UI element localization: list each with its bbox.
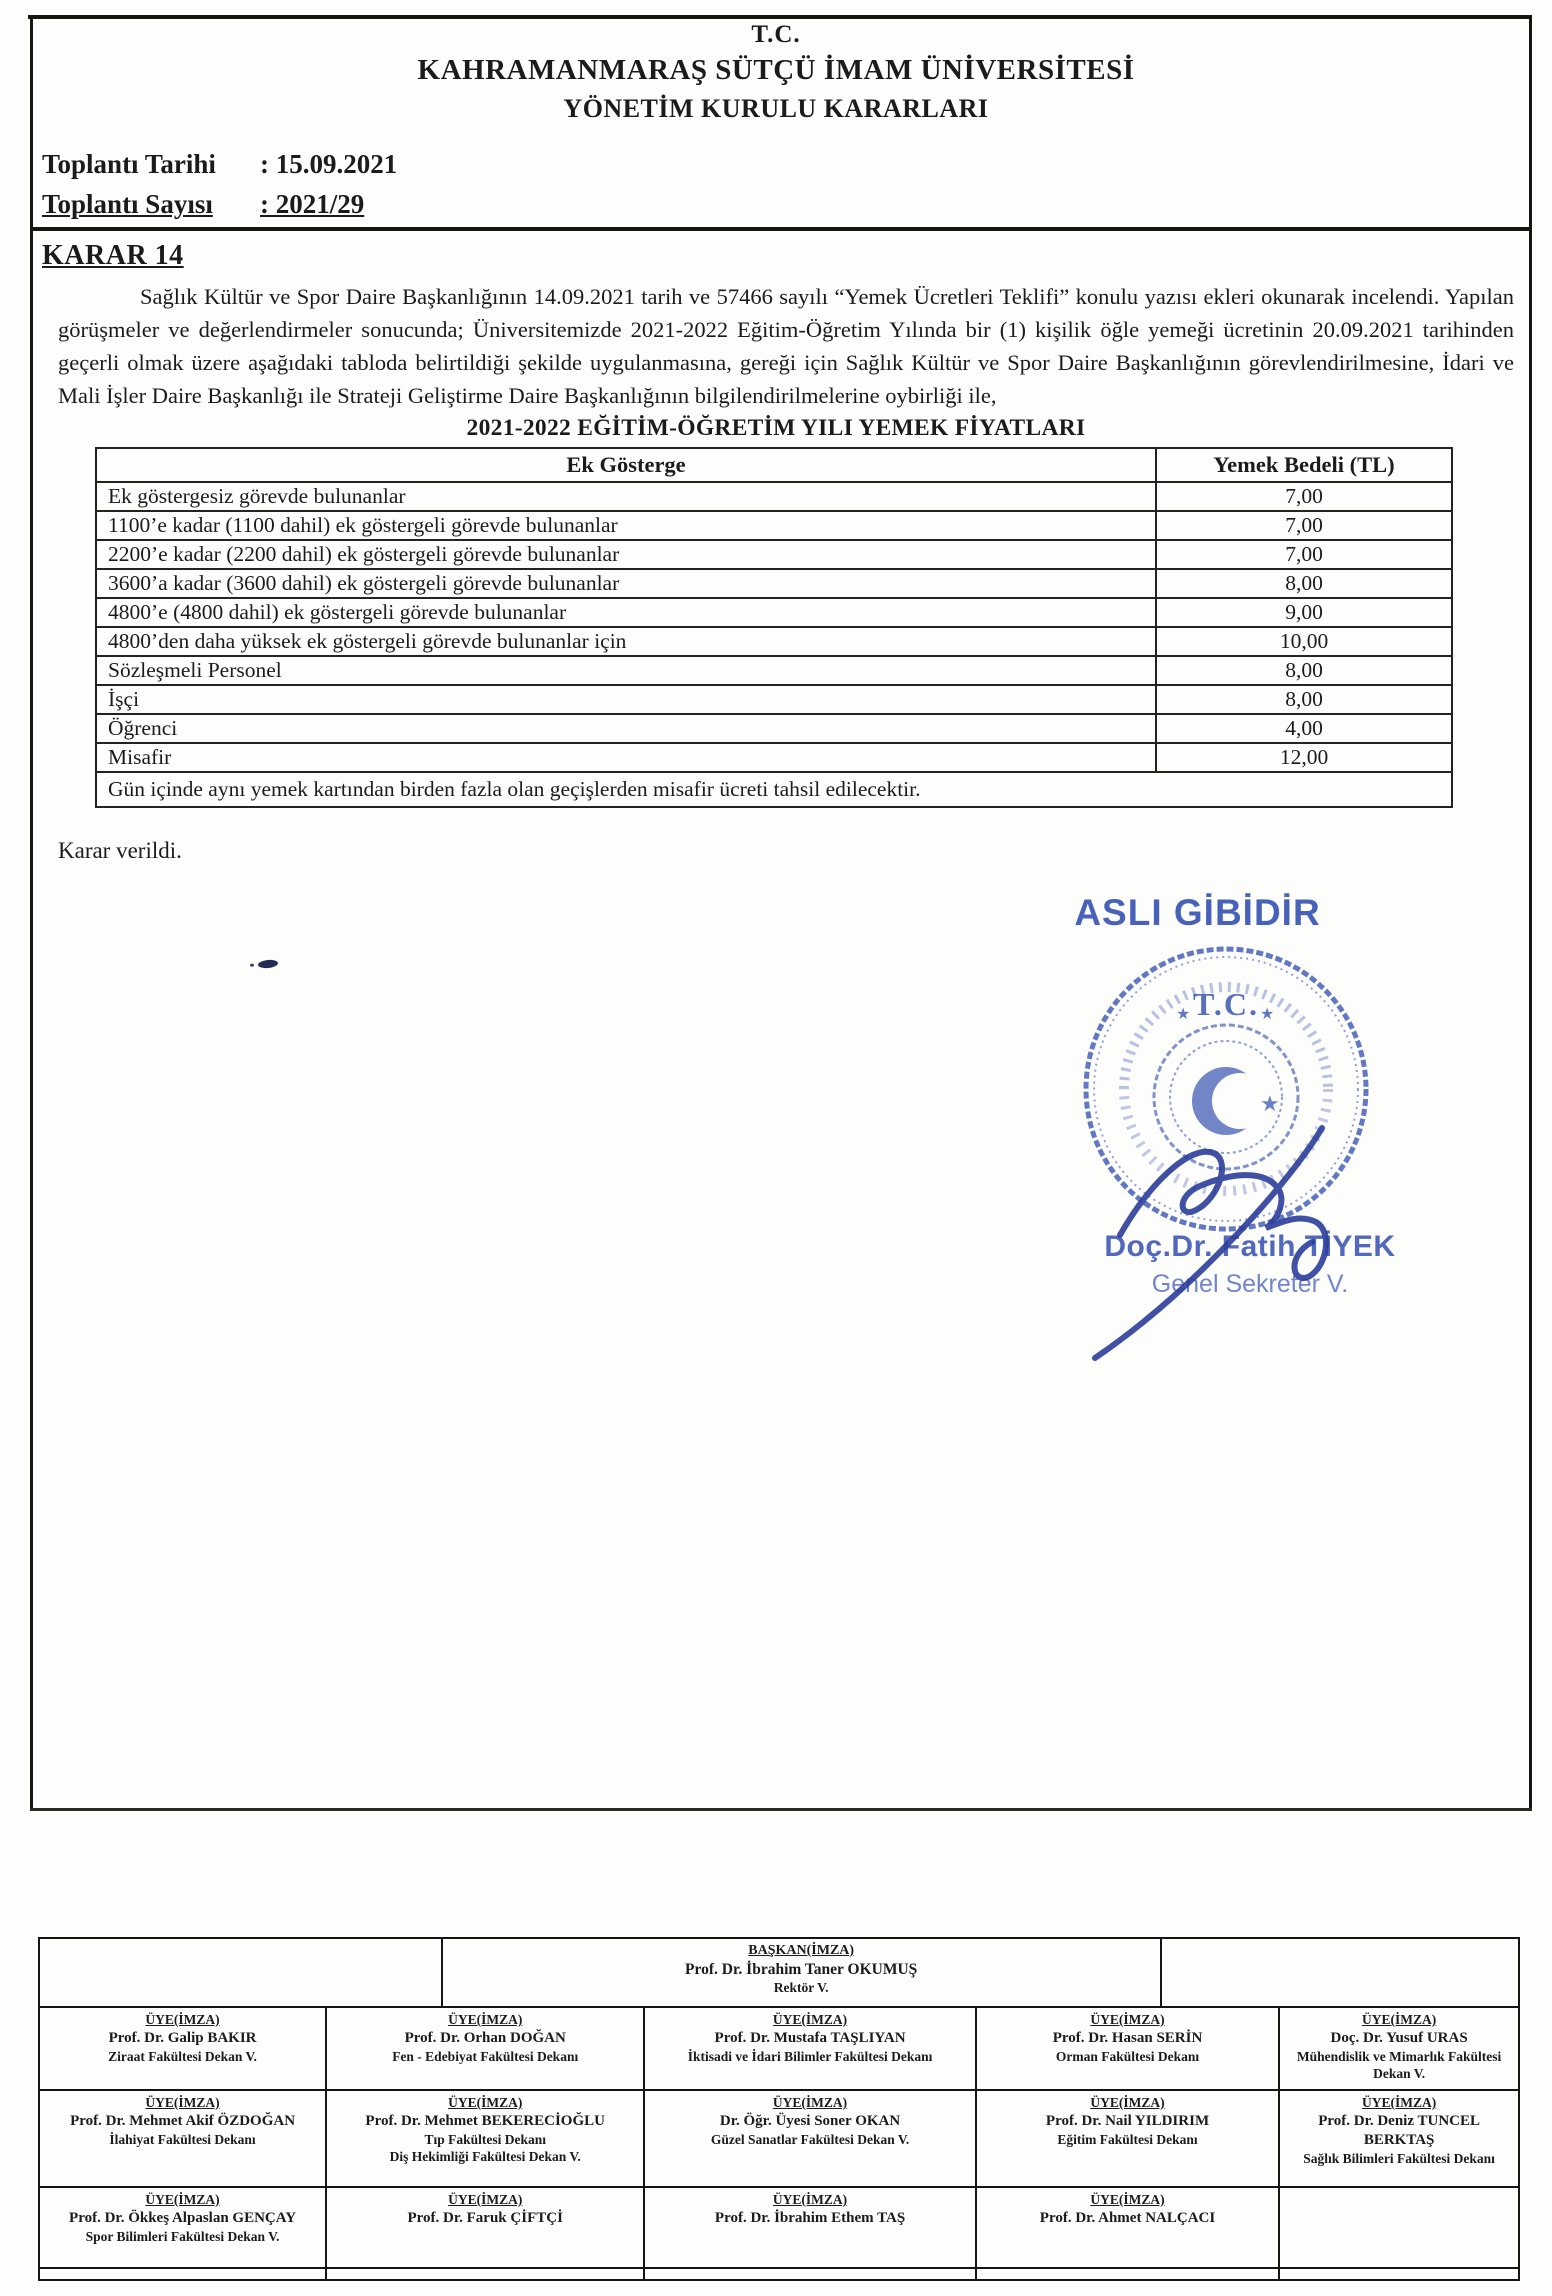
- meeting-number-row: [42, 184, 1552, 224]
- member-cell: [1279, 2007, 1519, 2090]
- signature-grid: [38, 1937, 1520, 2281]
- member-cell: [39, 2007, 326, 2090]
- price-row: [96, 482, 1452, 511]
- document-type-title: YÖNETİM KURULU KARARLARI: [563, 94, 989, 123]
- price-row: [96, 627, 1452, 656]
- meeting-meta: [42, 144, 1552, 224]
- member-cell: [326, 2187, 644, 2268]
- member-cell: [326, 2090, 644, 2187]
- decision-heading: KARAR 14: [42, 240, 184, 271]
- members-table: [38, 2006, 1520, 2281]
- price-row-value: 10,00: [1156, 627, 1452, 656]
- members-row-2: [39, 2090, 1519, 2187]
- chairman-role-label: BAŞKAN(İMZA): [748, 1943, 855, 1958]
- price-row: [96, 685, 1452, 714]
- empty-cell: [39, 2268, 326, 2280]
- member-role-label: ÜYE(İMZA): [772, 2012, 848, 2027]
- member-role-label: ÜYE(İMZA): [1361, 2095, 1437, 2110]
- header-divider-rule: [30, 227, 1530, 231]
- member-title: Spor Bilimleri Fakültesi Dekan V.: [85, 2229, 280, 2244]
- member-role-label: ÜYE(İMZA): [1090, 2012, 1165, 2027]
- svg-text:★: ★: [1260, 1092, 1280, 1117]
- meeting-date-row: [42, 144, 1552, 184]
- member-name: Prof. Dr. Mehmet BEKERECİOĞLU: [365, 2113, 605, 2129]
- price-row-label: 1100’e kadar (1100 dahil) ek göstergeli görevde bulunanlar: [96, 511, 1156, 540]
- price-note-row: [96, 772, 1452, 807]
- price-row: [96, 656, 1452, 685]
- member-name: Doç. Dr. Yusuf URAS: [1330, 2030, 1468, 2046]
- price-row-value: 8,00: [1156, 656, 1452, 685]
- meeting-date-value: : 15.09.2021: [260, 149, 398, 179]
- price-row: [96, 743, 1452, 772]
- signer-name: Doç.Dr. Fatih TİYEK: [1104, 1230, 1396, 1263]
- price-row-value: 7,00: [1156, 482, 1452, 511]
- meeting-date-label: Toplantı Tarihi: [42, 149, 216, 179]
- member-cell: [1279, 2090, 1519, 2187]
- member-cell: [326, 2007, 644, 2090]
- empty-cell: [644, 2268, 976, 2280]
- price-header-row: [96, 448, 1452, 482]
- decision-closing-text: Karar verildi.: [58, 838, 182, 863]
- member-title: Tıp Fakültesi Dekanı: [424, 2132, 546, 2147]
- chairman-title: Rektör V.: [773, 1980, 829, 1995]
- member-role-label: ÜYE(İMZA): [448, 2192, 523, 2207]
- price-row-label: 4800’den daha yüksek ek göstergeli görevde bulunanlar için: [96, 627, 1156, 656]
- price-table-note: Gün içinde aynı yemek kartından birden fazla olan geçişlerden misafir ücreti tahsil edilecektir.: [96, 772, 1452, 807]
- member-name: Prof. Dr. Deniz TUNCEL BERKTAŞ: [1318, 2113, 1480, 2148]
- members-row-1: [39, 2007, 1519, 2090]
- certified-copy-text: ASLI GİBİDİR: [1074, 892, 1321, 933]
- price-row-value: 12,00: [1156, 743, 1452, 772]
- meal-price-table: [95, 447, 1453, 808]
- member-role-label: ÜYE(İMZA): [772, 2095, 848, 2110]
- member-name: Prof. Dr. Ökkeş Alpaslan GENÇAY: [69, 2210, 297, 2226]
- price-row-value: 7,00: [1156, 511, 1452, 540]
- member-role-label: ÜYE(İMZA): [448, 2012, 523, 2027]
- price-row-label: 2200’e kadar (2200 dahil) ek göstergeli görevde bulunanlar: [96, 540, 1156, 569]
- members-row-3: [39, 2187, 1519, 2268]
- price-row-label: Öğrenci: [96, 714, 1156, 743]
- certification-stamp-block: [990, 890, 1450, 1380]
- member-title: İktisadi ve İdari Bilimler Fakültesi Dekanı: [687, 2049, 933, 2064]
- page-border-top: [28, 15, 1532, 19]
- price-row-label: 3600’a kadar (3600 dahil) ek göstergeli görevde bulunanlar: [96, 569, 1156, 598]
- member-title: Orman Fakültesi Dekanı: [1055, 2049, 1200, 2064]
- empty-cell: [326, 2268, 644, 2280]
- price-row: [96, 598, 1452, 627]
- member-title: Sağlık Bilimleri Fakültesi Dekanı: [1303, 2151, 1495, 2166]
- member-name: Prof. Dr. İbrahim Ethem TAŞ: [714, 2210, 906, 2226]
- member-role-label: ÜYE(İMZA): [448, 2095, 523, 2110]
- price-row-value: 9,00: [1156, 598, 1452, 627]
- meeting-number-value: : 2021/29: [260, 189, 365, 219]
- member-name: Prof. Dr. Nail YILDIRIM: [1045, 2113, 1210, 2129]
- member-name: Prof. Dr. Mehmet Akif ÖZDOĞAN: [70, 2113, 296, 2129]
- price-row-value: 8,00: [1156, 569, 1452, 598]
- member-name: Prof. Dr. Galip BAKIR: [108, 2030, 257, 2046]
- member-cell: [644, 2187, 976, 2268]
- price-row-value: 4,00: [1156, 714, 1452, 743]
- signer-title: Genel Sekreter V.: [1151, 1270, 1349, 1298]
- seal-tc-text: T.C.: [1192, 986, 1260, 1022]
- member-name: Prof. Dr. Hasan SERİN: [1052, 2030, 1203, 2046]
- member-role-label: ÜYE(İMZA): [145, 2012, 220, 2027]
- member-name: Prof. Dr. Faruk ÇİFTÇİ: [407, 2210, 563, 2226]
- price-row-label: 4800’e (4800 dahil) ek göstergeli görevde bulunanlar: [96, 598, 1156, 627]
- member-title: Eğitim Fakültesi Dekanı: [1057, 2132, 1198, 2147]
- member-cell: [976, 2187, 1279, 2268]
- price-row-value: 7,00: [1156, 540, 1452, 569]
- svg-text:★: ★: [1260, 1004, 1275, 1023]
- member-title: Ziraat Fakültesi Dekan V.: [108, 2049, 257, 2064]
- chairman-cell: [442, 1938, 1161, 2007]
- member-name: Dr. Öğr. Üyesi Soner OKAN: [719, 2113, 901, 2129]
- price-table-title: 2021-2022 EĞİTİM-ÖĞRETİM YILI YEMEK FİYATLARI: [466, 415, 1086, 441]
- member-role-label: ÜYE(İMZA): [145, 2192, 220, 2207]
- member-name: Prof. Dr. Orhan DOĞAN: [404, 2030, 566, 2046]
- member-role-label: ÜYE(İMZA): [772, 2192, 848, 2207]
- member-role-label: ÜYE(İMZA): [145, 2095, 220, 2110]
- member-name: Prof. Dr. Ahmet NALÇACI: [1039, 2210, 1216, 2226]
- chairman-name: Prof. Dr. İbrahim Taner OKUMUŞ: [685, 1961, 918, 1978]
- members-row-empty: [39, 2268, 1519, 2280]
- price-row: [96, 569, 1452, 598]
- chairman-row-table: [38, 1937, 1520, 2008]
- price-row-label: İşçi: [96, 685, 1156, 714]
- svg-text:★: ★: [1176, 1004, 1191, 1023]
- empty-cell: [39, 1938, 442, 2007]
- price-col2-header: Yemek Bedeli (TL): [1156, 448, 1452, 482]
- state-abbreviation: T.C.: [751, 21, 801, 48]
- price-col1-header: Ek Gösterge: [96, 448, 1156, 482]
- price-row-value: 8,00: [1156, 685, 1452, 714]
- member-title-2: Diş Hekimliği Fakültesi Dekan V.: [389, 2149, 581, 2164]
- member-cell: [976, 2090, 1279, 2187]
- page-border-left: [30, 15, 33, 1811]
- price-row: [96, 714, 1452, 743]
- member-cell: [644, 2007, 976, 2090]
- empty-cell: [1279, 2268, 1519, 2280]
- member-role-label: ÜYE(İMZA): [1090, 2095, 1165, 2110]
- price-row: [96, 540, 1452, 569]
- member-title: Mühendislik ve Mimarlık Fakültesi Dekan V.: [1296, 2049, 1502, 2081]
- price-row-label: Ek göstergesiz görevde bulunanlar: [96, 482, 1156, 511]
- member-title: Fen - Edebiyat Fakültesi Dekanı: [392, 2049, 579, 2064]
- member-cell: [644, 2090, 976, 2187]
- university-name: KAHRAMANMARAŞ SÜTÇÜ İMAM ÜNİVERSİTESİ: [417, 54, 1135, 86]
- price-row: [96, 511, 1452, 540]
- empty-cell: [1161, 1938, 1519, 2007]
- member-cell: [39, 2090, 326, 2187]
- member-cell: [976, 2007, 1279, 2090]
- member-role-label: ÜYE(İMZA): [1090, 2192, 1165, 2207]
- empty-cell: [976, 2268, 1279, 2280]
- member-cell: [39, 2187, 326, 2268]
- price-row-label: Sözleşmeli Personel: [96, 656, 1156, 685]
- price-row-label: Misafir: [96, 743, 1156, 772]
- decision-body-text: Sağlık Kültür ve Spor Daire Başkanlığının 14.09.2021 tarih ve 57466 sayılı “Yemek Ücretleri Teklifi” konulu yazısı ekleri okunarak incelendi. Yapılan görüşmeler ve değerlendirmeler sonucunda; Üniversitemizde 2021-2022 Eğitim-Öğretim Yılında bir (1) kişilik öğle yemeği ücretinin 20.09.2021 tarihinden geçerli olmak üzere aşağıdaki tabloda belirtildiği şekilde uygulanmasına, gereği için Sağlık Kültür ve Spor Daire Başkanlığının görevlendirilmesine, İdari ve Mali İşler Daire Başkanlığı ile Strateji Geliştirme Daire Başkanlığının bilgilendirilmelerine oybirliği ile,: [58, 284, 1514, 408]
- member-role-label: ÜYE(İMZA): [1361, 2012, 1437, 2027]
- empty-member-cell: [1279, 2187, 1519, 2268]
- meeting-number-label: Toplantı Sayısı: [42, 189, 213, 219]
- ink-blot: [258, 959, 279, 969]
- member-title: İlahiyat Fakültesi Dekanı: [109, 2132, 256, 2147]
- page-border-right: [1529, 15, 1532, 1811]
- handwritten-signature: [990, 890, 1450, 1380]
- member-name: Prof. Dr. Mustafa TAŞLIYAN: [714, 2030, 906, 2046]
- page-border-bottom: [30, 1808, 1532, 1811]
- member-title: Güzel Sanatlar Fakültesi Dekan V.: [710, 2132, 910, 2147]
